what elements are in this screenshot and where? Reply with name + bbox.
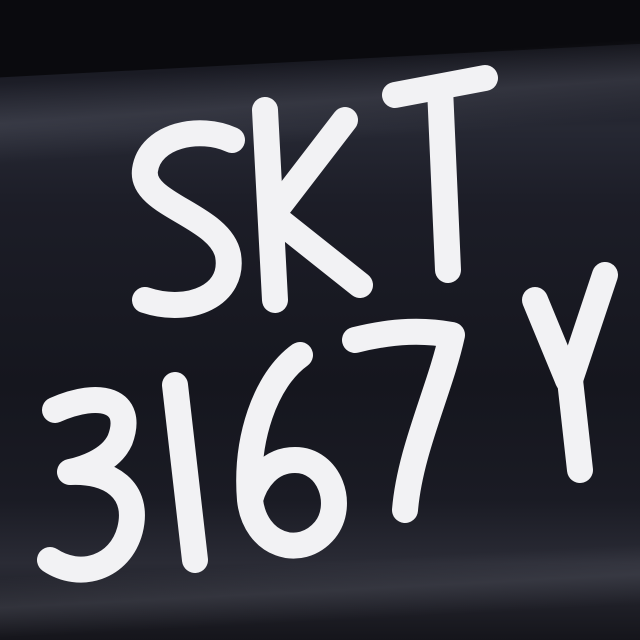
glyph-t-stem [440, 88, 448, 270]
glyph-y-stem [570, 380, 580, 470]
glyph-s [145, 133, 232, 305]
glyph-3 [50, 400, 132, 570]
glyph-7 [355, 332, 452, 510]
glyph-6 [249, 355, 334, 546]
glyph-y-right [570, 275, 605, 380]
glyph-1 [175, 385, 195, 560]
